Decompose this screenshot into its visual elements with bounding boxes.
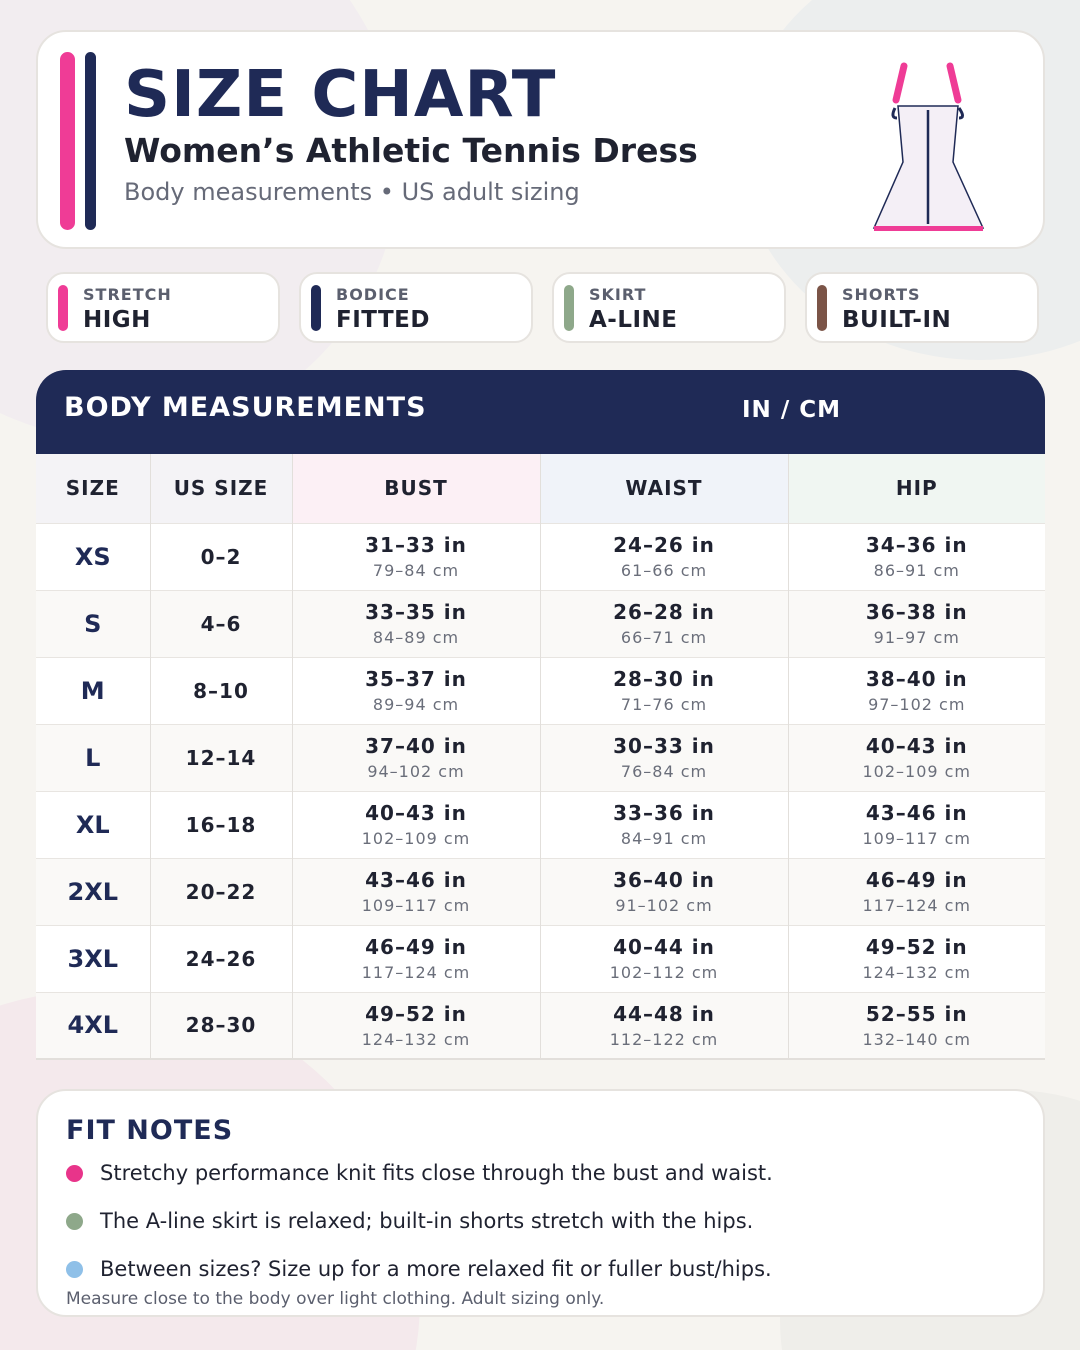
waist-cm: 66–71 cm xyxy=(620,628,708,647)
size-cell: 4XL xyxy=(36,992,150,1059)
hip-cell xyxy=(788,724,1045,791)
bust-in: 49–52 in xyxy=(365,1001,467,1026)
us-size-cell: 16–18 xyxy=(150,791,292,858)
accent-bar-pink xyxy=(60,52,75,230)
fit-note-text: Stretchy performance knit fits close through the bust and waist. xyxy=(100,1161,773,1185)
column-header-size: SIZE xyxy=(36,454,150,523)
waist-cm: 91–102 cm xyxy=(615,896,713,915)
column-header-waist: WAIST xyxy=(540,454,788,523)
badge-stripe xyxy=(58,285,68,331)
hip-cm: 109–117 cm xyxy=(862,829,972,848)
hip-cell xyxy=(788,590,1045,657)
hip-cell xyxy=(788,523,1045,590)
hip-cell xyxy=(788,925,1045,992)
table-units: IN / CM xyxy=(742,397,841,423)
badge-stripe xyxy=(564,285,574,331)
table-row xyxy=(36,858,1045,925)
size-cell: 2XL xyxy=(36,858,150,925)
bust-cell xyxy=(292,992,540,1059)
table-row xyxy=(36,724,1045,791)
hip-in: 43–46 in xyxy=(865,801,968,825)
waist-cell xyxy=(540,925,788,992)
bullet-dot-icon xyxy=(66,1213,83,1230)
size-cell: L xyxy=(36,724,150,791)
hip-in: 52–55 in xyxy=(865,1001,968,1026)
hip-cm: 91–97 cm xyxy=(873,628,960,647)
waist-cell xyxy=(540,724,788,791)
tennis-dress-icon xyxy=(866,60,990,236)
bust-in: 40–43 in xyxy=(365,801,467,825)
fit-note-item xyxy=(66,1257,772,1281)
page-title: SIZE CHART xyxy=(124,58,557,132)
measurements-table xyxy=(36,454,1045,1060)
hip-in: 49–52 in xyxy=(865,935,968,959)
badge-bodice xyxy=(299,272,533,343)
badge-value: A-LINE xyxy=(589,307,678,333)
badge-value: HIGH xyxy=(83,307,151,333)
column-header-hip: HIP xyxy=(788,454,1045,523)
fit-note-text: Between sizes? Size up for a more relaxed fit or fuller bust/hips. xyxy=(100,1257,772,1281)
bust-in: 33–35 in xyxy=(365,600,467,624)
bust-cm: 89–94 cm xyxy=(372,695,460,714)
bust-cell xyxy=(292,858,540,925)
bust-cm: 124–132 cm xyxy=(361,1029,471,1049)
badge-label: BODICE xyxy=(336,285,410,304)
us-size-cell: 20–22 xyxy=(150,858,292,925)
page-tagline: Body measurements • US adult sizing xyxy=(124,178,580,206)
waist-in: 36–40 in xyxy=(613,868,715,892)
measurements-table-section xyxy=(36,370,1045,1060)
footnote: Measure close to the body over light clothing. Adult sizing only. xyxy=(66,1289,605,1309)
size-cell: 3XL xyxy=(36,925,150,992)
table-row xyxy=(36,590,1045,657)
bust-cm: 117–124 cm xyxy=(361,963,471,982)
fit-note-item xyxy=(66,1209,753,1233)
waist-in: 26–28 in xyxy=(613,600,715,624)
hip-cm: 124–132 cm xyxy=(862,963,972,982)
badge-shorts xyxy=(805,272,1039,343)
hip-in: 40–43 in xyxy=(865,734,968,758)
badge-skirt xyxy=(552,272,786,343)
bullet-dot-icon xyxy=(66,1261,83,1278)
bust-cm: 84–89 cm xyxy=(372,628,460,647)
hip-cell xyxy=(788,992,1045,1059)
waist-in: 30–33 in xyxy=(613,734,715,758)
waist-cell xyxy=(540,791,788,858)
badge-label: SHORTS xyxy=(842,285,921,304)
us-size-cell: 12–14 xyxy=(150,724,292,791)
hip-in: 34–36 in xyxy=(865,533,968,557)
bust-in: 35–37 in xyxy=(365,667,467,691)
size-cell: S xyxy=(36,590,150,657)
badge-value: FITTED xyxy=(336,307,430,333)
table-banner xyxy=(36,370,1045,454)
waist-cm: 61–66 cm xyxy=(620,561,708,580)
badge-stretch xyxy=(46,272,280,343)
waist-cm: 76–84 cm xyxy=(620,762,708,781)
bust-in: 37–40 in xyxy=(365,734,467,758)
size-cell: XS xyxy=(36,523,150,590)
waist-in: 33–36 in xyxy=(613,801,715,825)
waist-in: 40–44 in xyxy=(613,935,715,959)
hip-in: 38–40 in xyxy=(865,667,968,691)
waist-cell xyxy=(540,657,788,724)
fit-note-item xyxy=(66,1161,773,1185)
fit-notes-card xyxy=(36,1089,1045,1317)
bust-in: 43–46 in xyxy=(365,868,467,892)
us-size-cell: 8–10 xyxy=(150,657,292,724)
waist-in: 44–48 in xyxy=(613,1001,715,1026)
table-row xyxy=(36,791,1045,858)
bust-cm: 94–102 cm xyxy=(367,762,465,781)
fit-notes-title: FIT NOTES xyxy=(66,1115,234,1146)
bullet-dot-icon xyxy=(66,1165,83,1182)
badge-label: STRETCH xyxy=(83,285,172,304)
bust-cell xyxy=(292,724,540,791)
hip-cm: 86–91 cm xyxy=(873,561,960,580)
size-cell: M xyxy=(36,657,150,724)
hip-cell xyxy=(788,791,1045,858)
waist-cell xyxy=(540,992,788,1059)
table-row xyxy=(36,657,1045,724)
accent-bar-navy xyxy=(85,52,96,230)
waist-cm: 112–122 cm xyxy=(609,1029,719,1049)
waist-cell xyxy=(540,858,788,925)
waist-cell xyxy=(540,523,788,590)
bust-cm: 79–84 cm xyxy=(372,561,460,580)
table-row xyxy=(36,523,1045,590)
bust-cm: 102–109 cm xyxy=(361,829,471,848)
bust-cell xyxy=(292,791,540,858)
fit-note-text: The A-line skirt is relaxed; built-in shorts stretch with the hips. xyxy=(100,1209,754,1233)
waist-cell xyxy=(540,590,788,657)
waist-in: 28–30 in xyxy=(613,667,715,691)
waist-cm: 84–91 cm xyxy=(620,829,708,848)
us-size-cell: 0–2 xyxy=(150,523,292,590)
table-title: BODY MEASUREMENTS xyxy=(64,392,427,423)
column-header-us-size: US SIZE xyxy=(150,454,292,523)
badge-value: BUILT-IN xyxy=(842,307,952,333)
table-row xyxy=(36,925,1045,992)
bust-cm: 109–117 cm xyxy=(361,896,471,915)
us-size-cell: 28–30 xyxy=(150,992,292,1059)
bust-cell xyxy=(292,590,540,657)
column-header-bust: BUST xyxy=(292,454,540,523)
hip-in: 36–38 in xyxy=(865,600,968,624)
page-subtitle: Women’s Athletic Tennis Dress xyxy=(124,131,698,170)
table-header-row xyxy=(36,454,1045,523)
waist-cm: 71–76 cm xyxy=(620,695,708,714)
us-size-cell: 4–6 xyxy=(150,590,292,657)
badge-label: SKIRT xyxy=(589,285,647,304)
bust-cell xyxy=(292,657,540,724)
bust-cell xyxy=(292,925,540,992)
table-row xyxy=(36,992,1045,1059)
bust-in: 31–33 in xyxy=(365,533,467,557)
size-cell: XL xyxy=(36,791,150,858)
bust-in: 46–49 in xyxy=(365,935,467,959)
waist-cm: 102–112 cm xyxy=(609,963,719,982)
bust-cell xyxy=(292,523,540,590)
hip-cell xyxy=(788,858,1045,925)
hip-cell xyxy=(788,657,1045,724)
hip-cm: 132–140 cm xyxy=(862,1029,972,1049)
us-size-cell: 24–26 xyxy=(150,925,292,992)
hip-in: 46–49 in xyxy=(865,868,968,892)
header-card xyxy=(36,30,1045,249)
hip-cm: 117–124 cm xyxy=(862,896,972,915)
waist-in: 24–26 in xyxy=(613,533,715,557)
badge-stripe xyxy=(311,285,321,331)
hip-cm: 97–102 cm xyxy=(868,695,966,714)
hip-cm: 102–109 cm xyxy=(862,762,972,781)
badge-stripe xyxy=(817,285,827,331)
